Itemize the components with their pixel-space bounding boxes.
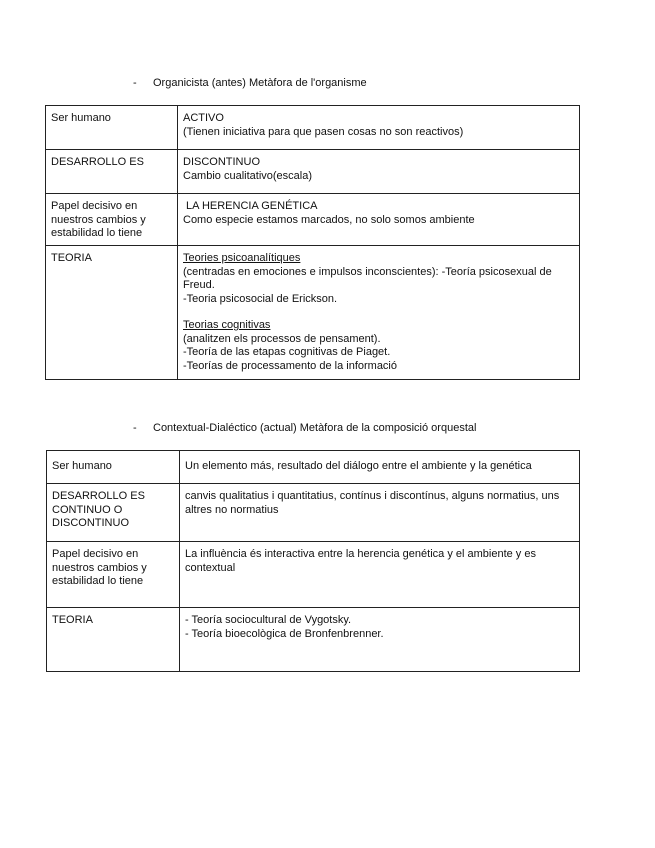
row-label-text: Papel decisivo en nuestros cambios y estabilidad lo tiene xyxy=(52,548,147,587)
theory-group-title: Teorias cognitivas xyxy=(183,319,271,331)
row-label-text: TEORIA xyxy=(52,614,93,626)
row-label-text: Papel decisivo en nuestros cambios y estabilidad lo tiene xyxy=(51,200,146,239)
table-row xyxy=(47,608,580,672)
row-value xyxy=(178,106,580,150)
section1-heading-text: Organicista (antes) Metàfora de l'organisme xyxy=(153,77,367,89)
bullet-dash: - xyxy=(133,422,137,434)
row-label-text: Ser humano xyxy=(52,460,112,473)
row-value xyxy=(180,608,580,672)
section2-table xyxy=(46,450,580,672)
value-line: Como especie estamos marcados, no solo somos ambiente xyxy=(183,213,475,226)
theory-group-title: Teories psicoanalítiques xyxy=(183,252,301,264)
row-value xyxy=(180,484,580,542)
table-row xyxy=(46,194,580,246)
section1-heading xyxy=(133,77,367,91)
value-line: LA HERENCIA GENÉTICA xyxy=(183,200,318,212)
table-row xyxy=(47,451,580,484)
section2-heading-text: Contextual-Dialéctico (actual) Metàfora de la composició orquestal xyxy=(153,422,477,434)
row-label-text: Ser humano xyxy=(51,112,111,124)
row-value xyxy=(178,246,580,380)
value-line: DISCONTINUO xyxy=(183,156,260,168)
table-row xyxy=(47,542,580,608)
bullet-dash: - xyxy=(133,77,137,89)
row-value xyxy=(180,542,580,608)
row-value xyxy=(178,194,580,246)
row-label xyxy=(47,542,180,608)
table-row xyxy=(46,106,580,150)
row-label xyxy=(46,150,178,194)
row-value xyxy=(180,451,580,484)
section2-heading xyxy=(133,422,476,436)
row-label-text: DESARROLLO ES xyxy=(51,156,144,168)
row-label-text: DESARROLLO ES CONTINUO O DISCONTINUO xyxy=(52,490,145,529)
value-line: -Teorías de processamento de la informació xyxy=(183,359,397,372)
row-label xyxy=(46,246,178,380)
value-line: Cambio cualitativo(escala) xyxy=(183,169,312,182)
value-line: canvis qualitatius i quantitatius, contínus i discontínus, alguns normatius, uns altres no normatius xyxy=(185,490,560,516)
value-line: (centradas en emociones e impulsos inconscientes): -Teoría psicosexual de Freud. xyxy=(183,265,552,291)
value-line: Un elemento más, resultado del diálogo entre el ambiente y la genética xyxy=(185,460,532,473)
spacer xyxy=(183,306,575,319)
value-line: - Teoría bioecològica de Bronfenbrenner. xyxy=(185,627,384,640)
table-row xyxy=(46,246,580,380)
row-label-text: TEORIA xyxy=(51,252,92,264)
row-value xyxy=(178,150,580,194)
value-line: (Tienen iniciativa para que pasen cosas no son reactivos) xyxy=(183,125,464,138)
value-line: ACTIVO xyxy=(183,112,224,124)
value-line: -Teoría de las etapas cognitivas de Piaget. xyxy=(183,346,391,358)
row-label xyxy=(47,608,180,672)
table-row xyxy=(46,150,580,194)
row-label xyxy=(47,484,180,542)
value-line: La influència és interactiva entre la herencia genética y el ambiente y es contextual xyxy=(185,548,536,574)
row-label xyxy=(46,106,178,150)
row-label xyxy=(46,194,178,246)
row-label xyxy=(47,451,180,484)
section1-table xyxy=(45,105,580,380)
table-row xyxy=(47,484,580,542)
value-line: (analitzen els processos de pensament). xyxy=(183,332,381,345)
value-line: - Teoría sociocultural de Vygotsky. xyxy=(185,614,352,626)
value-line: -Teoria psicosocial de Erickson. xyxy=(183,292,338,305)
